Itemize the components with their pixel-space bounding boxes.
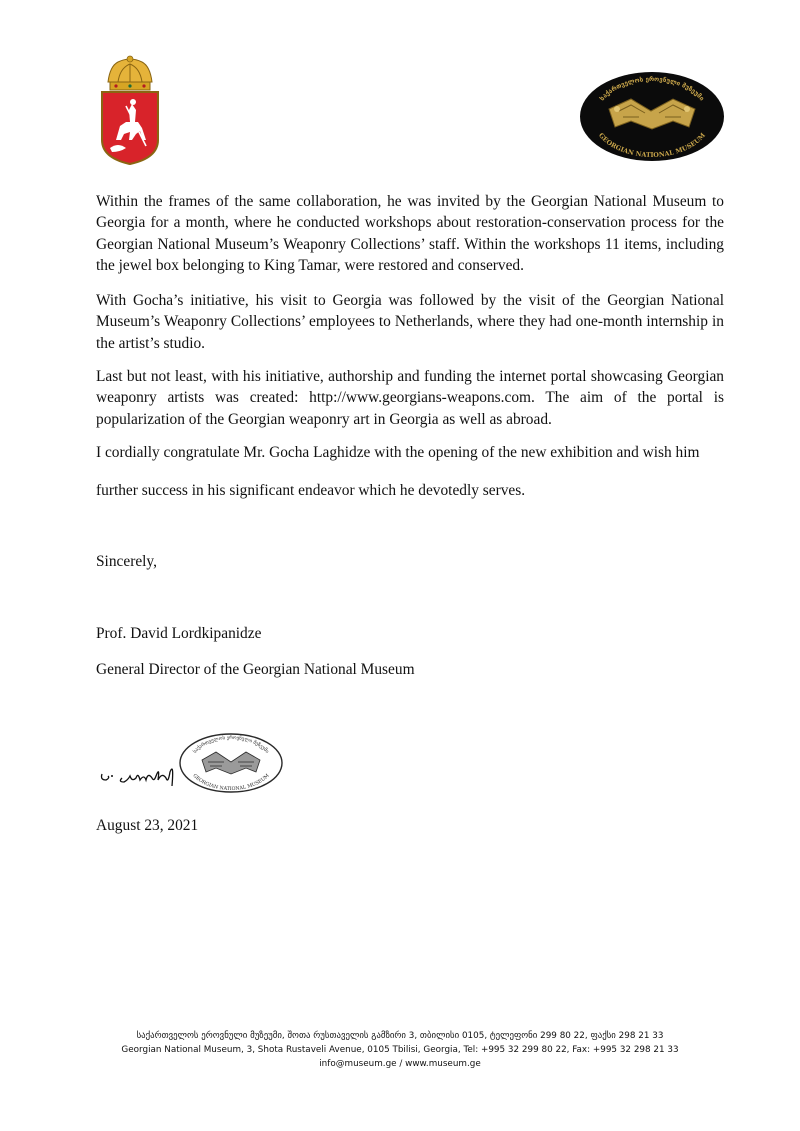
footer-georgian-address: საქართველოს ეროვნული მუზეუმი, შოთა რუსთაველის გამზირი 3, თბილისი 0105, ტელეფონი 299 80 22, ფაქსი 298 21 33 <box>136 1031 664 1041</box>
signatory-title: General Director of the Georgian National Museum <box>96 661 415 678</box>
stamp-icon <box>178 732 284 794</box>
paragraph-5: further success in his significant endeavor which he devotedly serves. <box>96 482 526 499</box>
paragraph-4: I cordially congratulate Mr. Gocha Laghidze with the opening of the new exhibition and wish him <box>96 444 700 461</box>
logo-top-text: საქართველოს ეროვნული მუზეუმი <box>598 75 706 103</box>
footer <box>0 1029 800 1071</box>
footer-contact-links: info@museum.ge / www.museum.ge <box>319 1059 481 1069</box>
signatory-name: Prof. David Lordkipanidze <box>96 625 262 642</box>
paragraph-2: With Gocha’s initiative, his visit to Georgia was followed by the visit of the Georgian National Museum’s Weaponry Collections’ employees to Netherlands, where they had one-month internship in the artist’s studio. <box>96 292 724 352</box>
stamp-top-text: საქართველოს ეროვნული მუზეუმი <box>192 735 270 755</box>
paragraph-3: Last but not least, with his initiative, authorship and funding the internet portal showcasing Georgian weaponry artists was created: http://www.georgians-weapons.com. The aim of the portal is popularization of the Georgian weaponry art in Georgia as well as abroad. <box>96 368 724 428</box>
coat-of-arms-icon <box>96 54 164 166</box>
closing: Sincerely, <box>96 553 157 570</box>
paragraph-1: Within the frames of the same collaboration, he was invited by the Georgian National Museum to Georgia for a month, where he conducted workshops about restoration-conservation process for the Georgian National Museum’s Weaponry Collections’ staff. Within the workshops 11 items, including the jewel box belonging to King Tamar, were restored and conserved. <box>96 193 724 274</box>
logo-bottom-text: GEORGIAN NATIONAL MUSEUM <box>597 131 707 160</box>
museum-logo-icon <box>579 71 725 162</box>
svg-text:GEORGIAN NATIONAL MUSEUM <box>191 773 270 792</box>
footer-english-address: Georgian National Museum, 3, Shota Rustaveli Avenue, 0105 Tbilisi, Georgia, Tel: +995 32 299 80 22, Fax: +995 32 298 21 33 <box>121 1045 679 1055</box>
stamp-bottom-text: GEORGIAN NATIONAL MUSEUM <box>191 773 271 793</box>
svg-text:საქართველოს ეროვნული მუზეუმი <box>191 734 269 755</box>
signature-icon <box>98 758 184 792</box>
letter-date: August 23, 2021 <box>96 817 199 834</box>
